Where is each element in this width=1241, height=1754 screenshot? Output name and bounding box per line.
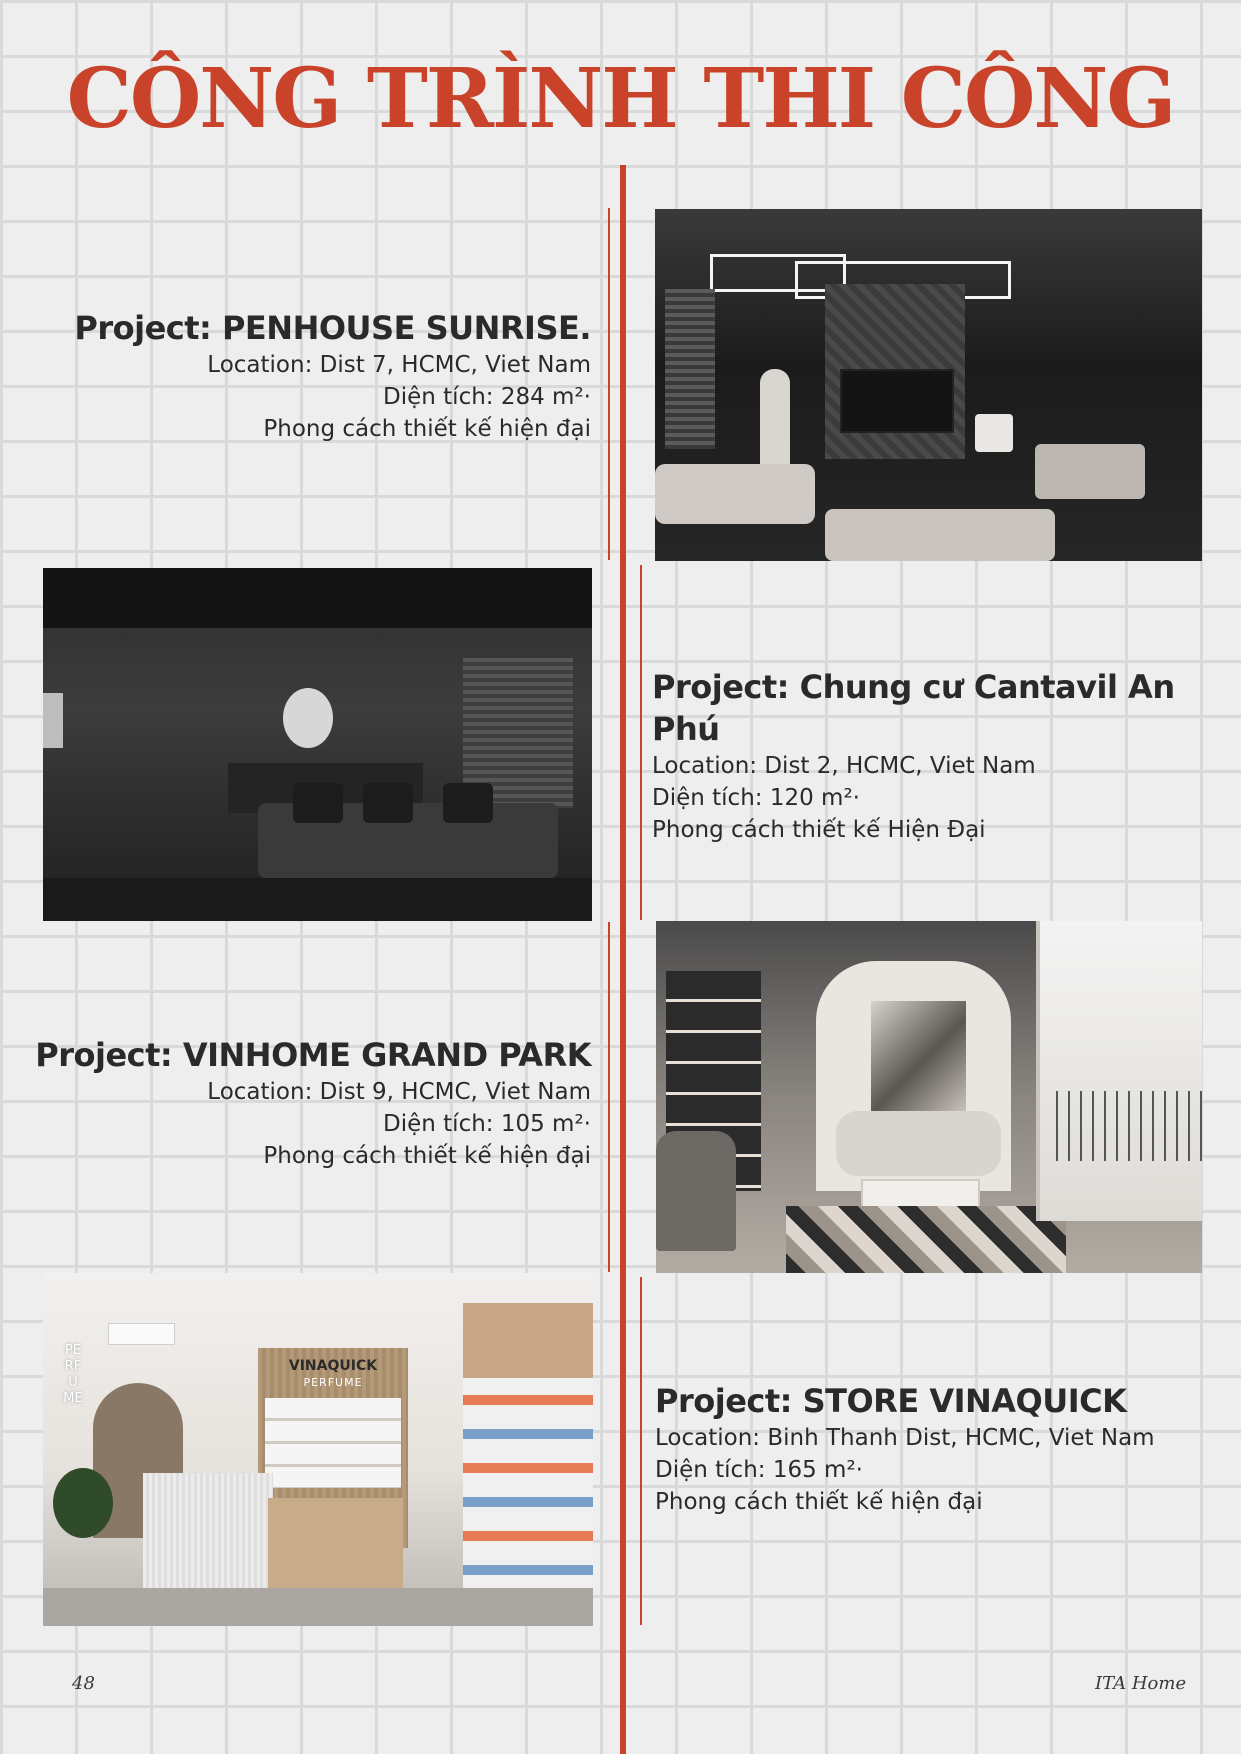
sofa bbox=[655, 464, 815, 524]
wall-art bbox=[283, 688, 333, 748]
store-logo: VINAQUICK bbox=[288, 1358, 378, 1374]
divider-segment-4 bbox=[640, 1277, 642, 1625]
project-info-vinhome bbox=[31, 1034, 591, 1172]
brand-name: ITA Home bbox=[1095, 1673, 1187, 1694]
floor bbox=[43, 1588, 593, 1626]
project-info-penhouse bbox=[31, 307, 591, 445]
project-info-cantavil bbox=[652, 666, 1232, 846]
project-title: Project: Chung cư Cantavil An Phú bbox=[652, 668, 1175, 748]
rug bbox=[786, 1206, 1066, 1273]
project-info-vinaquick bbox=[655, 1380, 1235, 1518]
project-title: Project: VINHOME GRAND PARK bbox=[35, 1036, 591, 1074]
photo-store-vinaquick bbox=[43, 1273, 593, 1626]
perfume-sign-vertical: PERFUME bbox=[63, 1343, 83, 1406]
project-location: Location: Dist 7, HCMC, Viet Nam bbox=[207, 352, 591, 378]
cushion bbox=[293, 783, 343, 823]
project-area: Diện tích: 165 m²· bbox=[655, 1457, 863, 1483]
product-shelf bbox=[265, 1398, 401, 1488]
counter bbox=[143, 1473, 273, 1603]
balcony-railing bbox=[1056, 1091, 1202, 1161]
wall-art bbox=[43, 693, 63, 748]
cushion bbox=[363, 783, 413, 823]
project-area: Diện tích: 284 m²· bbox=[383, 384, 591, 410]
project-location: Location: Dist 2, HCMC, Viet Nam bbox=[652, 753, 1036, 779]
cushion bbox=[443, 783, 493, 823]
sofa bbox=[825, 509, 1055, 561]
sofa bbox=[836, 1111, 1001, 1176]
project-area: Diện tích: 120 m²· bbox=[652, 785, 860, 811]
ceiling bbox=[43, 568, 592, 628]
store-logo-sub: PERFUME bbox=[303, 1376, 363, 1389]
air-conditioner bbox=[108, 1323, 175, 1345]
window-blinds bbox=[665, 289, 715, 449]
window bbox=[1036, 921, 1202, 1221]
armchair bbox=[656, 1131, 736, 1251]
project-area: Diện tích: 105 m²· bbox=[383, 1111, 591, 1137]
speaker bbox=[975, 414, 1013, 452]
wall-art bbox=[871, 1001, 966, 1111]
television bbox=[840, 369, 954, 433]
photo-cantavil-an-phu bbox=[43, 568, 592, 921]
center-divider bbox=[620, 165, 626, 1754]
project-style: Phong cách thiết kế hiện đại bbox=[263, 416, 591, 442]
project-style: Phong cách thiết kế hiện đại bbox=[655, 1489, 983, 1515]
divider-segment-1 bbox=[608, 208, 610, 560]
photo-penhouse-sunrise bbox=[655, 209, 1202, 561]
counter-cabinet bbox=[268, 1498, 403, 1593]
statue bbox=[760, 369, 790, 474]
plant bbox=[53, 1468, 113, 1538]
page-number: 48 bbox=[72, 1673, 95, 1694]
divider-segment-3 bbox=[608, 922, 610, 1272]
divider-segment-2 bbox=[640, 565, 642, 920]
project-location: Location: Binh Thanh Dist, HCMC, Viet Nam bbox=[655, 1425, 1155, 1451]
project-location: Location: Dist 9, HCMC, Viet Nam bbox=[207, 1079, 591, 1105]
project-style: Phong cách thiết kế Hiện Đại bbox=[652, 817, 986, 843]
armchair bbox=[1035, 444, 1145, 499]
floor bbox=[43, 878, 592, 921]
project-title: Project: PENHOUSE SUNRISE. bbox=[74, 309, 591, 347]
project-style: Phong cách thiết kế hiện đại bbox=[263, 1143, 591, 1169]
project-title: Project: STORE VINAQUICK bbox=[655, 1382, 1127, 1420]
photo-vinhome-grand-park bbox=[656, 921, 1202, 1273]
page-title: CÔNG TRÌNH THI CÔNG bbox=[66, 51, 1175, 147]
product-wall bbox=[463, 1303, 593, 1603]
